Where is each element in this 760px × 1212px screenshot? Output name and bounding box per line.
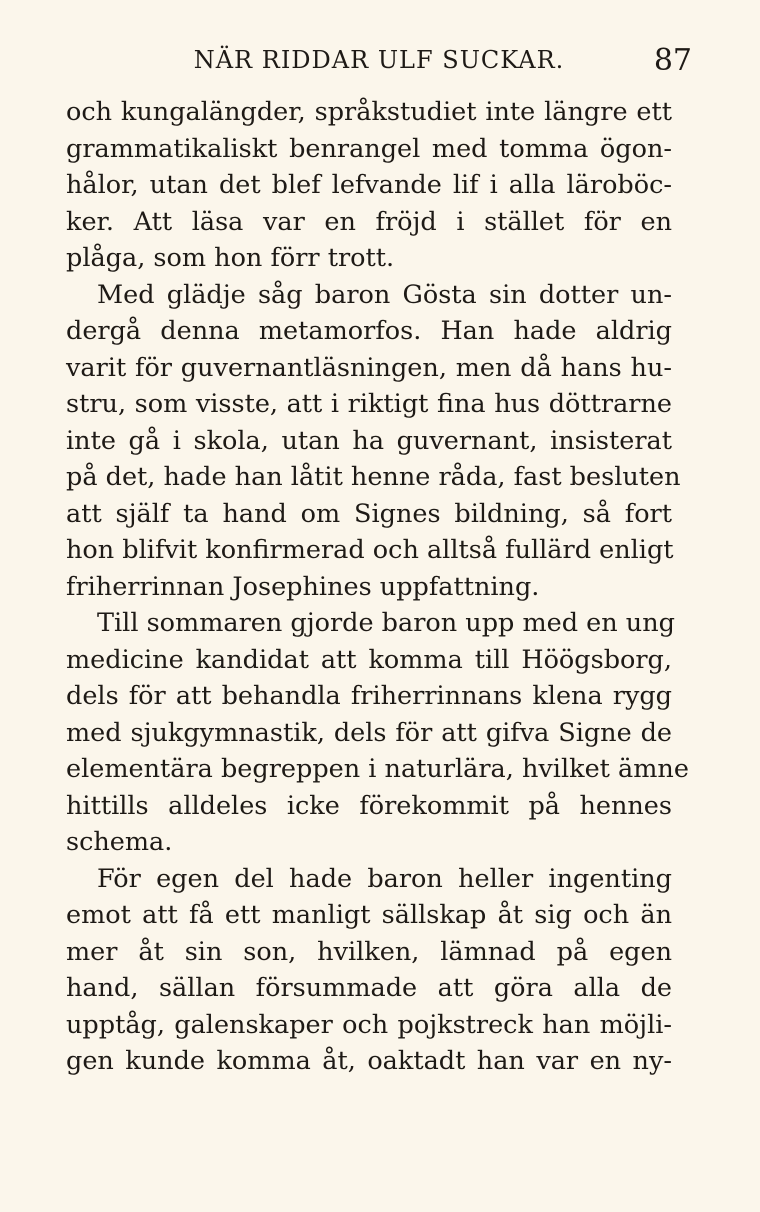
text-line: hittills alldeles icke förekommit på hennes bbox=[66, 790, 672, 821]
text-line: och kungalängder, språkstudiet inte längre ett bbox=[66, 97, 672, 127]
page-header bbox=[66, 44, 692, 84]
text-line: medicine kandidat att komma till Höögsborg, bbox=[66, 644, 672, 675]
text-line: grammatikaliskt benrangel med tomma ögon- bbox=[66, 133, 672, 164]
text-line: hand, sällan försummade att göra alla de bbox=[66, 973, 672, 1003]
text-line: inte gå i skola, utan ha guvernant, insisterat bbox=[66, 425, 672, 456]
text-line: stru, som visste, att i riktigt fina hus döttrarne bbox=[66, 389, 672, 419]
text-line: gen kunde komma åt, oaktadt han var en ny- bbox=[66, 1046, 672, 1076]
body-text bbox=[66, 94, 689, 1080]
text-line: att själf ta hand om Signes bildning, så fort bbox=[66, 498, 672, 529]
text-line: varit för guvernantläsningen, men då hans hu- bbox=[66, 352, 672, 383]
text-line: på det, hade han låtit henne råda, fast besluten bbox=[66, 462, 681, 492]
page-number: 87 bbox=[653, 43, 692, 78]
text-line: elementära begreppen i naturlära, hvilket ämne bbox=[66, 754, 689, 784]
running-title: NÄR RIDDAR ULF SUCKAR. bbox=[193, 46, 565, 74]
text-line: plåga, som hon förr trott. bbox=[66, 243, 395, 273]
text-line: schema. bbox=[66, 827, 173, 857]
text-line: Med glädje såg baron Gösta sin dotter un- bbox=[97, 279, 672, 310]
text-line: Till sommaren gjorde baron upp med en ung bbox=[97, 608, 675, 638]
text-line: hålor, utan det blef lefvande lif i alla läroböc- bbox=[66, 170, 672, 200]
text-line: För egen del hade baron heller ingenting bbox=[97, 863, 672, 894]
text-line: mer åt sin son, hvilken, lämnad på egen bbox=[66, 936, 672, 967]
text-line: med sjukgymnastik, dels för att gifva Signe de bbox=[66, 717, 672, 748]
text-line: emot att få ett manligt sällskap åt sig och än bbox=[66, 900, 672, 930]
text-line: friherrinnan Josephines uppfattning. bbox=[66, 571, 540, 602]
text-line: upptåg, galenskaper och pojkstreck han möjli- bbox=[66, 1009, 672, 1040]
text-line: dergå denna metamorfos. Han hade aldrig bbox=[66, 316, 672, 346]
text-line: ker. Att läsa var en fröjd i stället för en bbox=[66, 206, 672, 237]
text-line: dels för att behandla friherrinnans klena rygg bbox=[66, 681, 672, 711]
text-line: hon blifvit konfirmerad och alltså fullärd enligt bbox=[66, 535, 674, 565]
